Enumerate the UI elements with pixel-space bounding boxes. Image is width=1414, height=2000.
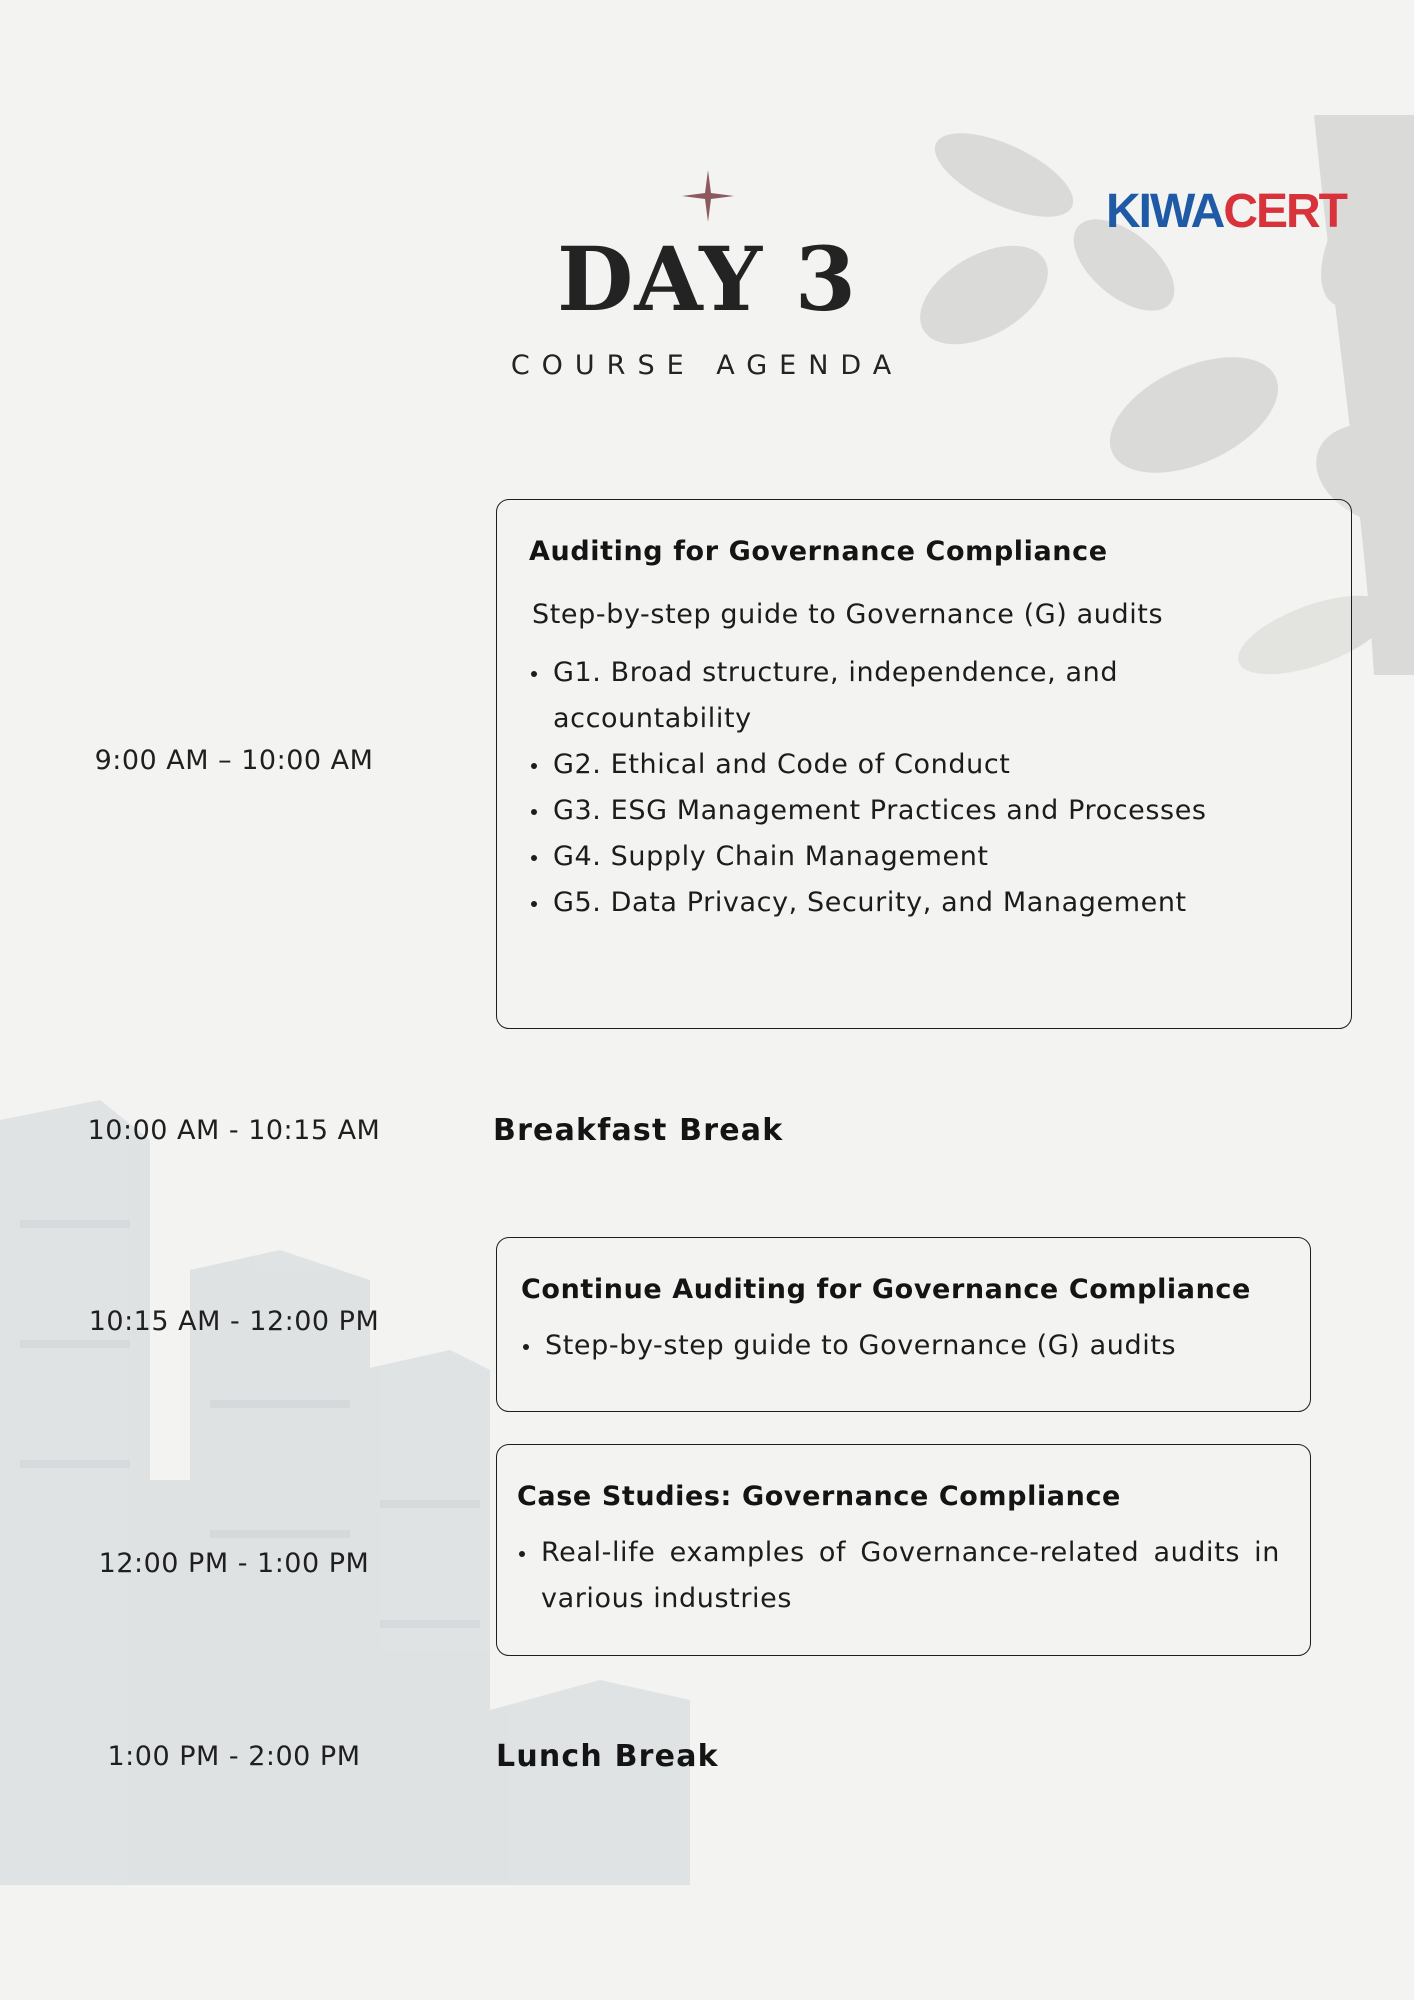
session3-box <box>496 1444 1311 1656</box>
break2-label: Lunch Break <box>496 1739 719 1774</box>
kiwacert-logo <box>1106 185 1346 238</box>
session2-list <box>521 1323 1290 1369</box>
session2-title: Continue Auditing for Governance Compliance <box>521 1274 1251 1305</box>
session1-title: Auditing for Governance Compliance <box>529 536 1108 567</box>
list-item: Step-by-step guide to Governance (G) audits <box>521 1323 1290 1369</box>
logo-part-kiwa: KIWA <box>1106 185 1224 238</box>
session2-box <box>496 1237 1311 1412</box>
list-item: G5. Data Privacy, Security, and Management <box>529 880 1321 926</box>
page-title: DAY 3 <box>557 227 857 331</box>
list-item: Real-life examples of Governance-related audits in various industries <box>517 1530 1280 1622</box>
list-item: G4. Supply Chain Management <box>529 834 1321 880</box>
session3-list <box>517 1530 1280 1622</box>
list-item: G3. ESG Management Practices and Processes <box>529 788 1321 834</box>
session2-time: 10:15 AM - 12:00 PM <box>88 1306 380 1337</box>
break1-label: Breakfast Break <box>493 1113 784 1148</box>
session3-time: 12:00 PM - 1:00 PM <box>98 1548 370 1579</box>
break2-time: 1:00 PM - 2:00 PM <box>107 1741 361 1772</box>
session1-subtitle: Step-by-step guide to Governance (G) audits <box>532 599 1164 630</box>
list-item: G1. Broad structure, independence, and accountability <box>529 650 1321 742</box>
session1-time: 9:00 AM – 10:00 AM <box>94 745 374 776</box>
session1-box <box>496 499 1352 1029</box>
session1-list <box>529 650 1321 926</box>
star-icon <box>682 170 734 222</box>
page-subtitle: COURSE AGENDA <box>510 350 904 381</box>
list-item: G2. Ethical and Code of Conduct <box>529 742 1321 788</box>
session3-title: Case Studies: Governance Compliance <box>517 1481 1121 1512</box>
break1-time: 10:00 AM - 10:15 AM <box>87 1115 381 1146</box>
logo-part-cert: CERT <box>1223 185 1346 238</box>
